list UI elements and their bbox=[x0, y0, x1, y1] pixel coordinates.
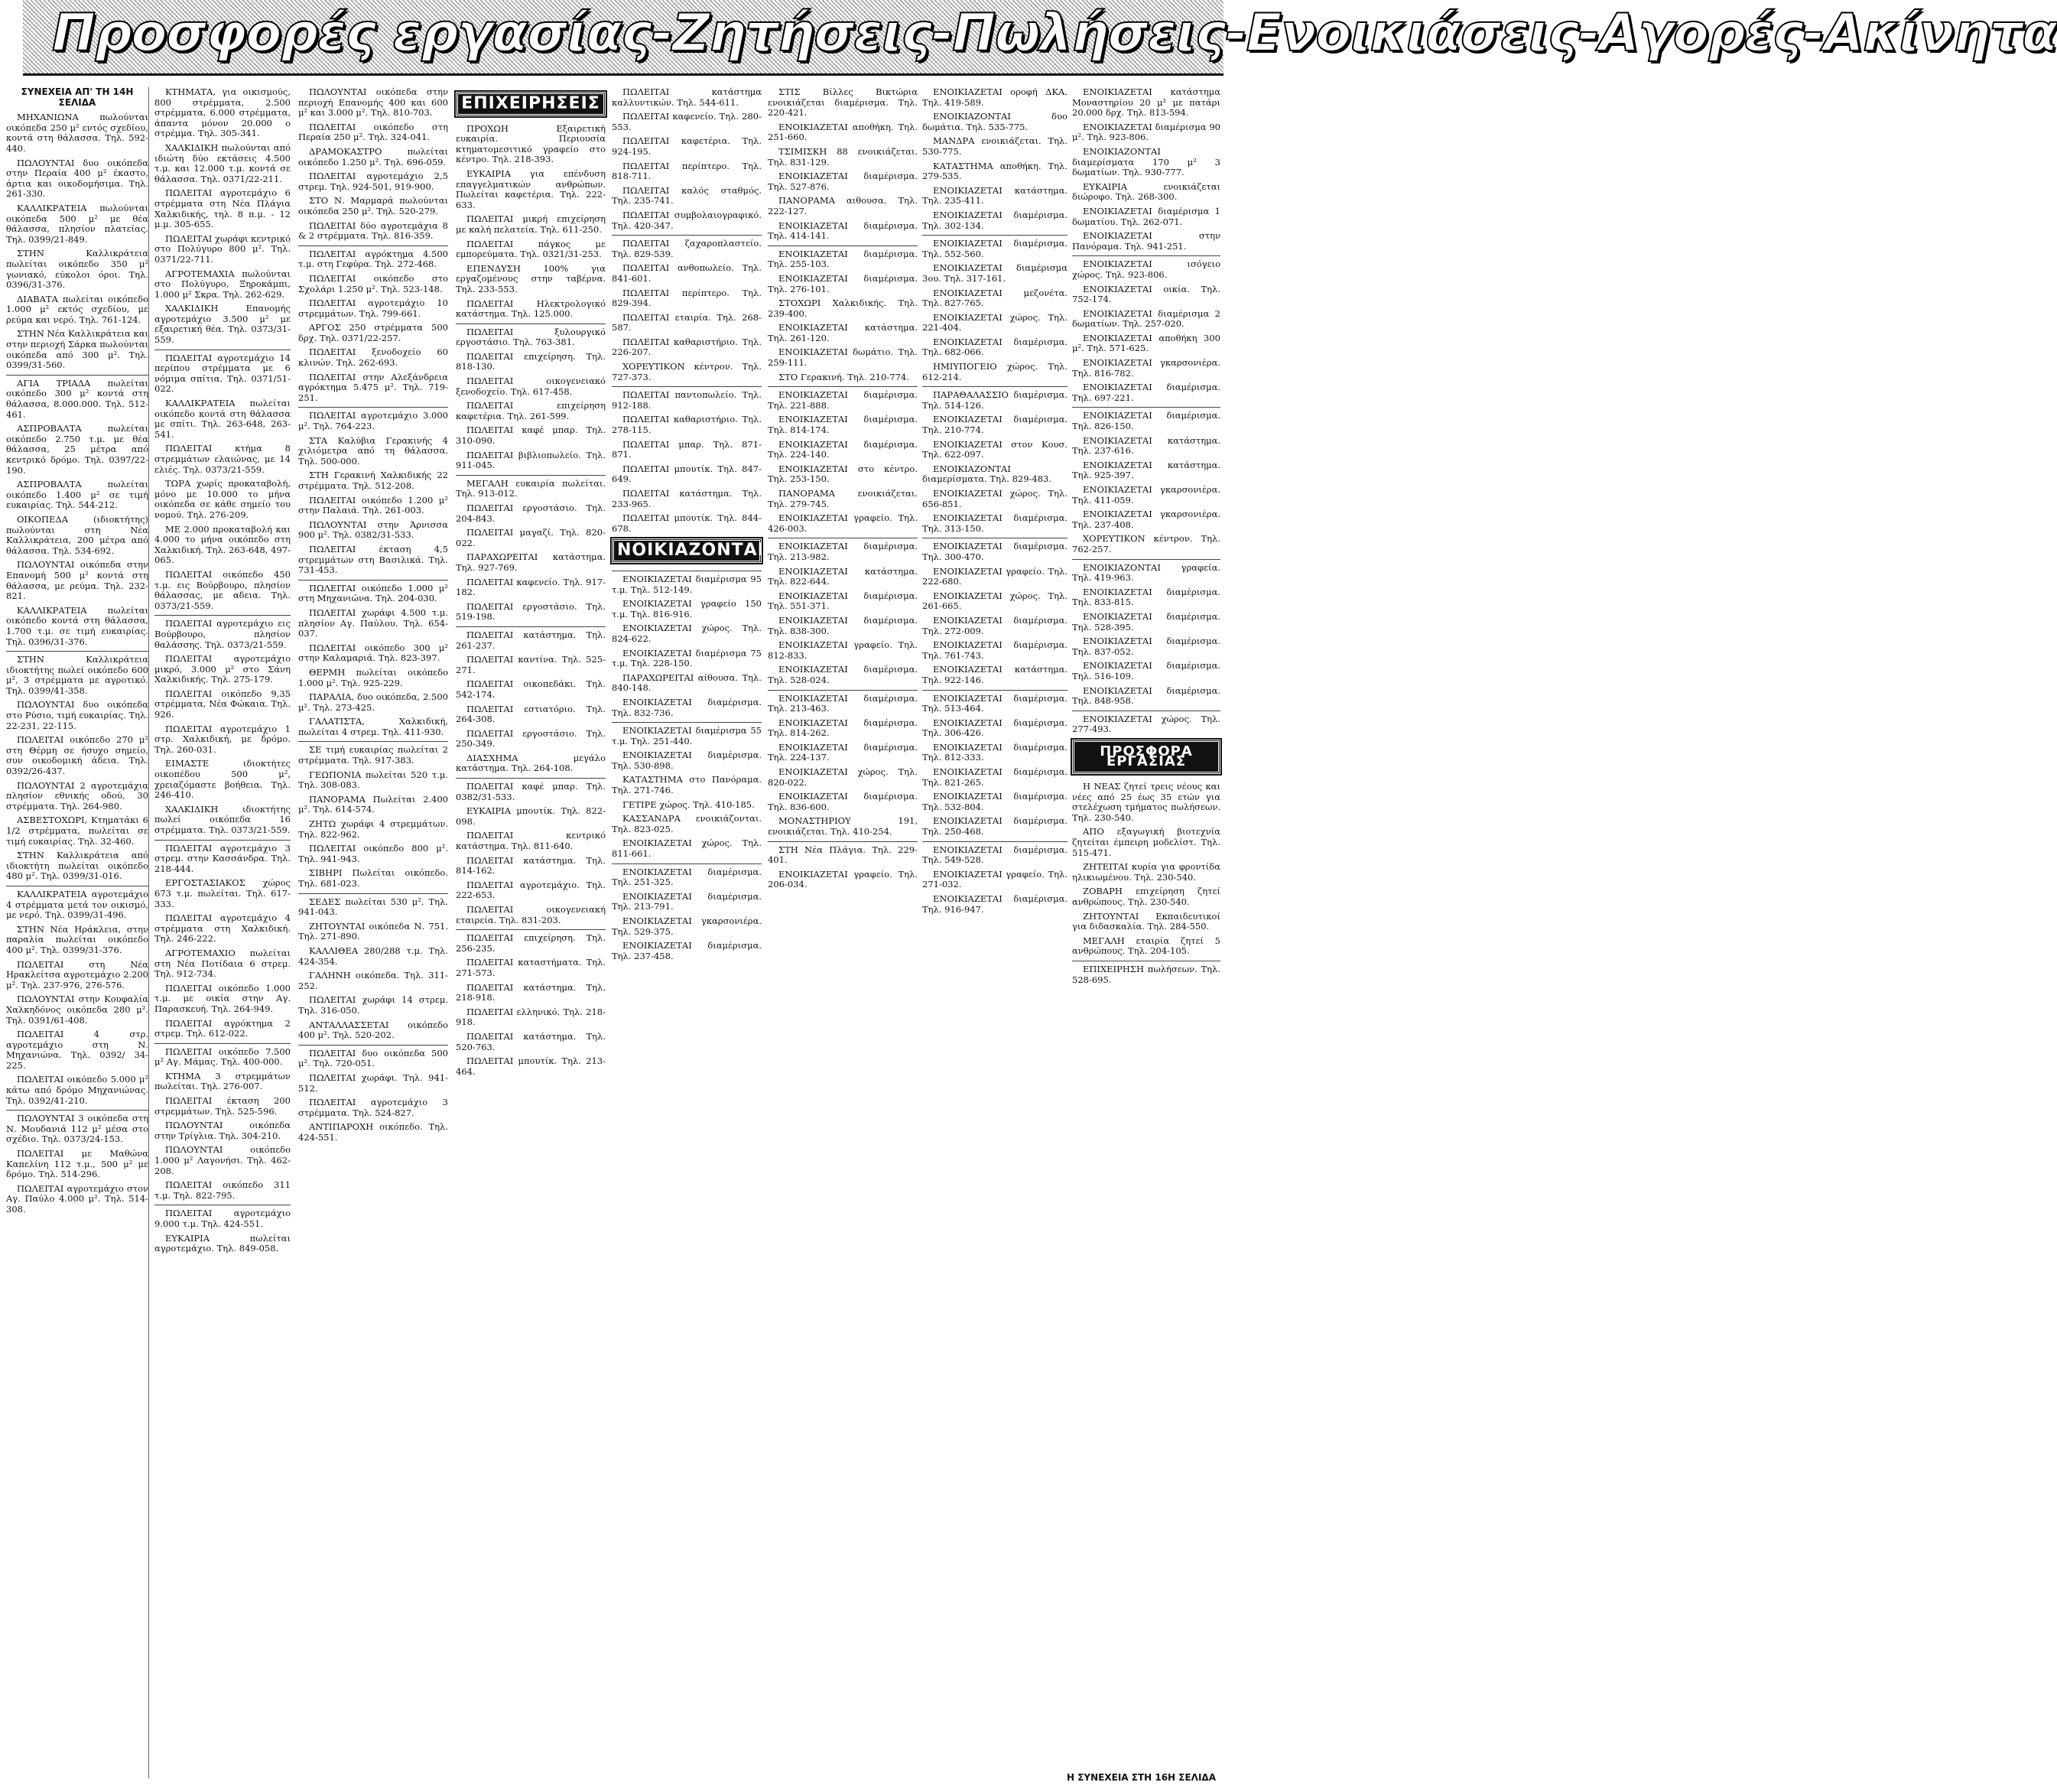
classified-ad: ΜΗΧΑΝΙΩΝΑ πωλούνται οικόπεδα 250 μ² εντός σχεδίου, κοντά στη θάλασσα. Τηλ. 592-440. bbox=[6, 112, 148, 154]
classified-ad: ΣΤΗΝ Καλλικράτεια από ιδιοκτήτη πωλείται οικόπεδο 480 μ². Τηλ. 0399/31-016. bbox=[6, 850, 148, 882]
classified-ad: ΕΝΟΙΚΙΑΖΕΤΑΙ διαμέρισμα. Τηλ. 833-815. bbox=[1072, 586, 1220, 608]
classified-ad: ΕΝΟΙΚΙΑΖΕΤΑΙ διαμέρισμα. Τηλ. 306-426. bbox=[922, 717, 1067, 739]
classified-ad: ΕΝΟΙΚΙΑΖΟΝΤΑΙ δυο δωμάτια. Τηλ. 535-775. bbox=[922, 111, 1067, 132]
classified-ad: ΕΝΟΙΚΙΑΖΕΤΑΙ διαμέρισμα. Τηλ. 414-141. bbox=[768, 220, 918, 242]
column-ads bbox=[298, 87, 448, 1143]
classified-ad: ΕΝΟΙΚΙΑΖΕΤΑΙ διαμέρισμα 2 δωματίων. Τηλ. 257-020. bbox=[1072, 307, 1220, 330]
classified-ad: ΕΝΟΙΚΙΑΖΕΤΑΙ διαμέρισμα. Τηλ. 551-371. bbox=[768, 590, 918, 612]
classified-ad: ΣΤΗ Γερακινή Χαλκιδικής 22 στρέμματα. Τηλ. 512-208. bbox=[298, 470, 448, 491]
classified-ad: ΠΩΛΕΙΤΑΙ οικόπεδο 9,35 στρέμματα, Νέα Φώκαια. Τηλ. 926. bbox=[154, 688, 291, 720]
classified-ad: ΕΝΟΙΚΙΑΖΕΤΑΙ δωμάτιο. Τηλ. 259-111. bbox=[768, 346, 918, 369]
classified-ad: ΣΤΟΧΩΡΙ Χαλκιδικής. Τηλ. 239-400. bbox=[768, 298, 918, 319]
classified-ad: ΕΝΟΙΚΙΑΖΕΤΑΙ διαμέρισμα. Τηλ. 272-009. bbox=[922, 614, 1067, 636]
classified-ad: ΕΝΟΙΚΙΑΖΟΝΤΑΙ διαμερίσματα 170 μ² 3 δωματίων. Τηλ. 930-777. bbox=[1072, 145, 1220, 178]
classified-ad: ΕΝΟΙΚΙΑΖΕΤΑΙ διαμέρισμα. Τηλ. 832-736. bbox=[612, 696, 762, 718]
classified-ad: ΠΩΛΕΙΤΑΙ αγροτεμάχιο 6 στρέμματα στη Νέα Πλάγια Χαλκιδικής, τηλ. 8 π.μ. - 12 μ.μ. 305-655. bbox=[154, 187, 291, 230]
classified-ad: ΠΩΛΕΙΤΑΙ 4 στρ. αγροτεμάχιο στη Ν. Μηχανιώνα. Τηλ. 0392/ 34-225. bbox=[6, 1029, 148, 1071]
classified-ad: ΠΩΛΕΙΤΑΙ αγροτεμάχιο εις Βούρβουρο, πλησίον θαλάσσης. Τηλ. 0373/21-559. bbox=[154, 615, 291, 650]
classified-ad: ΠΩΛΕΙΤΑΙ δύο αγροτεμάχια 8 & 2 στρέμματα. Τηλ. 816-359. bbox=[298, 220, 448, 242]
classified-ad: ΚΑΛΛΙΘΕΑ 280/288 τ.μ. Τηλ. 424-354. bbox=[298, 945, 448, 967]
classified-ad: ΠΩΛΕΙΤΑΙ εταιρία. Τηλ. 268-587. bbox=[612, 311, 762, 333]
classified-ad: ΜΕΓΑΛΗ ευκαιρία πωλείται. Τηλ. 913-012. bbox=[456, 475, 606, 499]
classified-ad: ΚΑΤΑΣΤΗΜΑ στο Πανόραμα. Τηλ. 271-746. bbox=[612, 774, 762, 796]
classified-ad: ΠΩΛΕΙΤΑΙ καφέ μπαρ. Τηλ. 310-090. bbox=[456, 424, 606, 447]
classified-ad: ΕΝΟΙΚΙΑΖΕΤΑΙ διαμέρισμα. Τηλ. 237-458. bbox=[612, 940, 762, 961]
classified-ad: ΧΟΡΕΥΤΙΚΟΝ κέντρον. Τηλ. 762-257. bbox=[1072, 533, 1220, 555]
classified-ad: ΧΑΛΚΙΔΙΚΗ πωλούνται από ιδιώτη δύο εκτάσεις 4.500 τ.μ. και 12.000 τ.μ. κοντά σε θάλασσα. Τηλ. 0371/22-211. bbox=[154, 141, 291, 184]
classified-ad: ΠΩΛΕΙΤΑΙ ζαχαροπλαστείο. Τηλ. 829-539. bbox=[612, 235, 762, 259]
classified-ad: ΠΩΛΕΙΤΑΙ ελληνικό. Τηλ. 218-918. bbox=[456, 1006, 606, 1028]
classified-ad: ΠΩΛΕΙΤΑΙ επιχείρηση. Τηλ. 818-130. bbox=[456, 350, 606, 372]
classified-ad: ΑΠΟ εξαγωγική βιοτεχνία ζητείται έμπειρη μοδελίστ. Τηλ. 515-471. bbox=[1072, 826, 1220, 858]
column-3 bbox=[298, 87, 448, 1778]
classified-ad: ΕΝΟΙΚΙΑΖΕΤΑΙ διαμέρισμα. Τηλ. 224-137. bbox=[768, 741, 918, 763]
classified-ad: ΠΩΛΕΙΤΑΙ οικοπεδάκι. Τηλ. 542-174. bbox=[456, 678, 606, 700]
classified-ad: ΠΩΛΟΥΝΤΑΙ οικόπεδο 1.000 μ² Λαγονήσι. Τηλ. 462-208. bbox=[154, 1144, 291, 1176]
classified-ad: ΕΝΟΙΚΙΑΖΕΤΑΙ χώρος. Τηλ. 277-493. bbox=[1072, 711, 1220, 735]
classified-ad: ΓΑΛΑΤΙΣΤΑ, Χαλκιδική, πωλείται 4 στρεμ. Τηλ. 411-930. bbox=[298, 716, 448, 737]
classified-ad: ΕΙΜΑΣΤΕ ιδιοκτήτες οικοπέδου 500 μ², χρειαζόμαστε βοήθεια. Τηλ. 246-410. bbox=[154, 758, 291, 801]
column-ads bbox=[922, 87, 1067, 915]
classified-ad: ΠΩΛΕΙΤΑΙ παντοπωλείο. Τηλ. 912-188. bbox=[612, 386, 762, 411]
classified-ad: ΖΗΤΟΥΝΤΑΙ Εκπαιδευτικοί για διδασκαλία. Τηλ. 284-550. bbox=[1072, 910, 1220, 932]
classified-ad: ΠΩΛΟΥΝΤΑΙ 3 οικόπεδα στη Ν. Μουδανιά 112 μ² μέσα στο σχέδιο. Τηλ. 0373/24-153. bbox=[6, 1110, 148, 1145]
classified-ad: ΕΝΟΙΚΙΑΖΕΤΑΙ διαμέρισμα 75 τ.μ. Τηλ. 228-150. bbox=[612, 647, 762, 669]
classified-ad: ΖΗΤΩ χωράφι 4 στρεμμάτων. Τηλ. 822-962. bbox=[298, 818, 448, 840]
classified-ad: ΠΩΛΕΙΤΑΙ κατάστημα. Τηλ. 814-162. bbox=[456, 854, 606, 876]
classified-ad: ΧΑΛΚΙΔΙΚΗ Επανομής αγροτεμάχιο 3.500 μ² με εξαιρετική θέα. Τηλ. 0373/31-559. bbox=[154, 303, 291, 346]
classified-ad: ΕΥΚΑΙΡΙΑ ενοικιάζεται διώροφο. Τηλ. 268-300. bbox=[1072, 181, 1220, 203]
column-6 bbox=[768, 87, 918, 1778]
classified-ad: ΕΝΟΙΚΙΑΖΕΤΑΙ διαμέρισμα. Τηλ. 761-743. bbox=[922, 639, 1067, 661]
classified-ad: ΓΑΛΗΝΗ οικόπεδα. Τηλ. 311-252. bbox=[298, 970, 448, 991]
classified-ad: ΕΝΟΙΚΙΑΖΕΤΑΙ διαμέρισμα. Τηλ. 224-140. bbox=[768, 438, 918, 460]
classified-ad: ΠΩΛΕΙΤΑΙ χωράφι κεντρικό στο Πολύγυρο 800 μ². Τηλ. 0371/22-711. bbox=[154, 233, 291, 265]
classified-ad: ΠΩΛΕΙΤΑΙ οικόπεδο 1.200 μ² στην Παλαιά. Τηλ. 261-003. bbox=[298, 494, 448, 516]
classified-ad: ΠΩΛΕΙΤΑΙ οικόπεδο 5.000 μ² κάτω από δρόμο Μηχανιώνας. Τηλ. 0392/41-210. bbox=[6, 1074, 148, 1106]
classified-ad: ΠΩΛΕΙΤΑΙ κτήμα 8 στρεμμάτων ελαιώνας, με 14 ελιές. Τηλ. 0373/21-559. bbox=[154, 443, 291, 475]
classified-ad: ΠΩΛΕΙΤΑΙ εργοστάσιο. Τηλ. 250-349. bbox=[456, 727, 606, 750]
classified-ad: ΟΙΚΟΠΕΔΑ (ιδιοκτήτης) πωλούνται στη Νέα Καλλικράτεια, 200 μέτρα από θάλασσα. Τηλ. 534-692. bbox=[6, 513, 148, 556]
classified-ad: ΕΝΟΙΚΙΑΖΕΤΑΙ γκαρσονιέρα. Τηλ. 237-408. bbox=[1072, 509, 1220, 530]
classified-ad: ΠΩΛΕΙΤΑΙ χωράφι. Τηλ. 941-512. bbox=[298, 1072, 448, 1094]
classified-ad: ΕΝΟΙΚΙΑΖΕΤΑΙ διαμέρισμα. Τηλ. 916-947. bbox=[922, 893, 1067, 915]
classified-ad: ΕΝΟΙΚΙΑΖΕΤΑΙ διαμέρισμα. Τηλ. 697-221. bbox=[1072, 382, 1220, 403]
classified-ad: ΕΝΟΙΚΙΑΖΕΤΑΙ χώρος. Τηλ. 221-404. bbox=[922, 311, 1067, 333]
classified-ad: ΕΝΟΙΚΙΑΖΕΤΑΙ διαμέρισμα. Τηλ. 516-109. bbox=[1072, 660, 1220, 681]
classified-ad: ΣΤΟ Ν. Μαρμαρά πωλούνται οικόπεδα 250 μ². Τηλ. 520-279. bbox=[298, 195, 448, 216]
classified-ad: ΠΩΛΕΙΤΑΙ μπουτίκ. Τηλ. 844-678. bbox=[612, 512, 762, 534]
classified-ad: ΣΤΗΝ Νέα Καλλικράτεια και στην περιοχή Σάρκα πωλούνται οικόπεδα από 300 μ². Τηλ. 0399/31-560. bbox=[6, 328, 149, 371]
classified-ad: ΔΙΑΒΑΤΑ πωλείται οικόπεδο 1.000 μ² εκτός σχεδίου, με ρεύμα και νερό. Τηλ. 761-124. bbox=[6, 293, 148, 325]
classified-ad: ΑΓΡΟΤΕΜΑΧΙΑ πωλούνται στο Πολύγυρο, Ξηροκάμπι, 1.000 μ² Σκρα. Τηλ. 262-629. bbox=[154, 268, 291, 300]
classified-ad: ΔΙΑΣΧΗΜΑ μεγάλο κατάστημα. Τηλ. 264-108. bbox=[456, 752, 606, 774]
classified-ad: ΤΩΡΑ χωρίς προκαταβολή, μόνο με 10.000 το μήνα οικόπεδα σε κάθε σημείο του νομού. Τηλ. 276-209. bbox=[154, 478, 291, 520]
classified-ad: ΠΩΛΕΙΤΑΙ αγρόκτημα 2 στρεμ. Τηλ. 612-022. bbox=[154, 1017, 291, 1039]
classified-ad: ΕΝΟΙΚΙΑΖΕΤΑΙ διαμέρισμα. Τηλ. 250-468. bbox=[922, 815, 1067, 837]
classified-ad: ΠΩΛΕΙΤΑΙ κεντρικό κατάστημα. Τηλ. 811-640. bbox=[456, 830, 606, 852]
classified-ad: ΚΑΛΛΙΚΡΑΤΕΙΑ πωλούνται οικόπεδα 500 μ² με θέα θάλασσα, πλησίον πλατείας. Τηλ. 0399/21-849. bbox=[6, 202, 148, 245]
classified-ad: ΕΝΟΙΚΙΑΖΕΤΑΙ διαμέρισμα. Τηλ. 528-024. bbox=[768, 664, 918, 685]
classified-ad: ΠΩΛΕΙΤΑΙ οικόπεδο 1.000 τ.μ. με οικία στην Αγ. Παρασκευή. Τηλ. 264-949. bbox=[154, 982, 291, 1014]
classified-ad: ΕΝΟΙΚΙΑΖΕΤΑΙ κατάστημα. Τηλ. 822-644. bbox=[768, 565, 918, 587]
classified-ad: ΜΕΓΑΛΗ εταιρία ζητεί 5 ανθρώπους. Τηλ. 204-105. bbox=[1072, 935, 1220, 957]
classified-ad: ΠΩΛΕΙΤΑΙ οικόπεδο στη Περαία 250 μ². Τηλ. 324-041. bbox=[298, 121, 448, 143]
classified-ad: ΣΤΗΝ Νέα Ηράκλεια, στην παραλία πωλείται οικόπεδο 400 μ². Τηλ. 0399/31-376. bbox=[6, 923, 148, 955]
classified-ad: ΕΝΟΙΚΙΑΖΕΤΑΙ γραφείο. Τηλ. 812-833. bbox=[768, 639, 918, 661]
classified-ad: ΠΡΟΧΩΗ Εξαιρετική ευκαιρία. Περιουσία κτηματομεσιτικό γραφείο στο κέντρο. Τηλ. 218-393. bbox=[456, 122, 606, 165]
classified-ad: ΕΡΓΟΣΤΑΣΙΑΚΟΣ χώρος 673 τ.μ. πωλείται. Τηλ. 617-333. bbox=[154, 877, 291, 909]
classified-ad: ΚΑΣΣΑΝΔΡΑ ενοικιάζονται. Τηλ. 823-025. bbox=[612, 813, 762, 834]
classified-ad: ΠΩΛΕΙΤΑΙ οικόπεδο 7.500 μ² Αγ. Μάμας. Τηλ. 400-000. bbox=[154, 1043, 291, 1068]
column-ads bbox=[6, 112, 148, 1215]
classified-ad: ΘΕΡΜΗ πωλείται οικόπεδο 1.000 μ². Τηλ. 925-229. bbox=[298, 666, 448, 688]
classified-ad: ΠΩΛΕΙΤΑΙ καθαριστήριο. Τηλ. 226-207. bbox=[612, 336, 762, 358]
classified-ad: ΠΩΛΕΙΤΑΙ αγροτεμάχιο 14 περίπου στρέμματα με 6 νόμιμα σπίτια. Τηλ. 0371/51-022. bbox=[154, 350, 291, 395]
classified-ad: ΣΤΗ Νέα Πλάγια. Τηλ. 229-401. bbox=[768, 841, 918, 866]
classified-ad: ΠΩΛΟΥΝΤΑΙ δυο οικόπεδα στην Περαία 400 μ² έκαστο, άρτια και οικοδομήσιμα. Τηλ. 261-330. bbox=[6, 157, 148, 200]
classified-ad: ΠΩΛΕΙΤΑΙ καφέ μπαρ. Τηλ. 0382/31-533. bbox=[456, 778, 606, 802]
classified-ad: ΠΩΛΕΙΤΑΙ έκταση 200 στρεμμάτων. Τηλ. 525-596. bbox=[154, 1095, 291, 1117]
classified-ad: ΣΕ τιμή ευκαιρίας πωλείται 2 στρέμματα. Τηλ. 917-383. bbox=[298, 741, 448, 766]
classified-ad: ΣΤΟ Γερακινή. Τηλ. 210-774. bbox=[778, 371, 909, 382]
classified-ad: ΕΝΟΙΚΙΑΖΕΤΑΙ γκαρσονιέρα. Τηλ. 529-375. bbox=[612, 916, 762, 937]
classified-ad: ΕΝΟΙΚΙΑΖΕΤΑΙ στον Κουσ. Τηλ. 622-097. bbox=[922, 438, 1067, 460]
classified-ad: ΕΝΟΙΚΙΑΖΕΤΑΙ διαμέρισμα. Τηλ. 513-464. bbox=[922, 690, 1067, 714]
classified-ad: ΚΑΛΛΙΚΡΑΤΕΙΑ πωλείται οικόπεδο κοντά στη θάλασσα, 1.700 τ.μ. σε τιμή ευκαιρίας. Τηλ. 0396/31-376. bbox=[6, 604, 148, 647]
column-4 bbox=[456, 87, 606, 1778]
column-2 bbox=[154, 87, 291, 1778]
classified-ad: ΕΝΟΙΚΙΑΖΕΤΑΙ οροφή ΔΚΑ. Τηλ. 419-589. bbox=[922, 86, 1067, 108]
classified-ad: ΕΝΟΙΚΙΑΖΕΤΑΙ διαμέρισμα. Τηλ. 814-174. bbox=[768, 414, 918, 436]
classified-ad: ΕΝΟΙΚΙΑΖΕΤΑΙ κατάστημα Μοναστηρίου 20 μ² με πατάρι 20.000 δρχ. Τηλ. 813-594. bbox=[1072, 86, 1220, 119]
classified-ad: ΕΝΟΙΚΙΑΖΕΤΑΙ διαμέρισμα. Τηλ. 528-395. bbox=[1072, 610, 1220, 633]
classified-ad: ΕΝΟΙΚΙΑΖΕΤΑΙ διαμέρισμα. Τηλ. 213-982. bbox=[768, 538, 918, 562]
classified-ad: ΠΩΛΕΙΤΑΙ κατάστημα καλλυντικών. Τηλ. 544-611. bbox=[612, 86, 762, 108]
classified-ad: ΕΝΟΙΚΙΑΖΕΤΑΙ κατάστημα. Τηλ. 235-411. bbox=[922, 184, 1067, 207]
classified-ad: ΠΑΝΟΡΑΜΑ ενοικιάζεται. Τηλ. 279-745. bbox=[768, 488, 918, 509]
classified-ad: ΓΕΤΙΡΕ χώρος. Τηλ. 410-185. bbox=[622, 798, 755, 810]
classified-ad: ΠΩΛΕΙΤΑΙ καφενείο. Τηλ. 917-182. bbox=[456, 576, 606, 598]
classified-ad: ΜΕ 2.000 προκαταβολή και 4.000 το μήνα οικόπεδο στη Χαλκιδική. Τηλ. 263-648, 497-065. bbox=[154, 523, 291, 566]
classified-ad: ΕΠΙΧΕΙΡΗΣΗ πωλήσεων. Τηλ. 528-695. bbox=[1072, 961, 1220, 985]
classified-ad: ΕΥΚΑΙΡΙΑ μπουτίκ. Τηλ. 822-098. bbox=[456, 805, 606, 827]
classified-ad: ΠΩΛΕΙΤΑΙ μπαρ. Τηλ. 871-871. bbox=[612, 438, 762, 460]
classified-ad: ΠΩΛΕΙΤΑΙ οικόπεδο 270 μ² στη Θέρμη σε ήσυχο σημείο, συν οικοδομική άδεια. Τηλ. 0392/26-437. bbox=[6, 734, 148, 777]
classified-ad: ΚΤΗΜΑΤΑ, για οικισμούς, 800 στρέμματα, 2.500 στρέμματα, 6.000 στρέμματα, άπαντα μόνον 20.000 ο στρέμμα. Τηλ. 305-341. bbox=[154, 86, 291, 139]
classified-ad: ΠΩΛΕΙΤΑΙ μικρή επιχείρηση με καλή πελατεία. Τηλ. 611-250. bbox=[456, 213, 606, 235]
classified-ad: Η ΝΕΑΣ ζητεί τρεις νέους και νέες από 25 έως 35 ετών για στελέχωση τμήματος πωλήσεων. Τηλ. 230-540. bbox=[1072, 781, 1220, 823]
column-ads bbox=[768, 87, 918, 890]
classified-ad: ΕΝΟΙΚΙΑΖΕΤΑΙ γραφείο 150 τ.μ. Τηλ. 816-916. bbox=[612, 598, 762, 620]
classified-ad: ΠΩΛΕΙΤΑΙ αγροτεμάχιο 2,5 στρεμ. Τηλ. 924-501, 919-900. bbox=[298, 171, 448, 192]
classified-ad: ΠΩΛΕΙΤΑΙ περίπτερο. Τηλ. 829-394. bbox=[612, 287, 762, 309]
classified-ad: ΠΑΡΑΘΑΛΑΣΣΙΟ διαμέρισμα. Τηλ. 514-126. bbox=[922, 386, 1067, 411]
classified-ad: ΠΩΛΕΙΤΑΙ μπουτίκ. Τηλ. 847-649. bbox=[612, 463, 762, 485]
classified-ad: ΠΩΛΕΙΤΑΙ κατάστημα. Τηλ. 520-763. bbox=[456, 1030, 606, 1052]
classified-ad: ΕΝΟΙΚΙΑΖΕΤΑΙ ισόγειο χώρος. Τηλ. 923-806. bbox=[1072, 255, 1220, 280]
classified-ad: ΠΩΛΕΙΤΑΙ επιχείρηση. Τηλ. 256-235. bbox=[456, 929, 606, 954]
classified-ad: ΕΝΟΙΚΙΑΖΕΤΑΙ διαμέρισμα. Τηλ. 836-600. bbox=[768, 791, 918, 812]
classified-ad: ΕΝΟΙΚΙΑΖΕΤΑΙ διαμέρισμα 55 τ.μ. Τηλ. 251-440. bbox=[612, 722, 762, 746]
classified-ad: ΣΙΒΗΡΙ Πωλείται οικόπεδο. Τηλ. 681-023. bbox=[298, 867, 448, 889]
page-banner bbox=[23, 0, 2057, 76]
classified-ad: ΕΠΕΝΔΥΣΗ 100% για εργαζομένους στην ταβέρνα. Τηλ. 233-553. bbox=[456, 262, 606, 294]
classified-ad: ΕΝΟΙΚΙΑΖΕΤΑΙ διαμέρισμα. Τηλ. 221-888. bbox=[768, 386, 918, 411]
classified-ad: ΠΩΛΕΙΤΑΙ εργοστάσιο. Τηλ. 204-843. bbox=[456, 502, 606, 524]
classified-ad: ΖΟΒΑΡΗ επιχείρηση ζητεί ανθρώπους. Τηλ. 230-540. bbox=[1072, 886, 1220, 907]
classified-ad: ΣΤΗΝ Καλλικράτεια πωλείται οικόπεδο 350 μ² γωνιακό, εύκολοι όροι. Τηλ. 0396/31-376. bbox=[6, 248, 148, 291]
classified-ad: ΕΝΟΙΚΙΑΖΕΤΑΙ γραφείο. Τηλ. 206-034. bbox=[768, 868, 918, 890]
classified-ad: ΑΝΤΙΠΑΡΟΧΗ οικόπεδο. Τηλ. 424-551. bbox=[298, 1121, 448, 1143]
classified-ad: ΠΩΛΕΙΤΑΙ περίπτερο. Τηλ. 818-711. bbox=[612, 160, 762, 182]
classified-ad: ΕΝΟΙΚΙΑΖΕΤΑΙ χώρος. Τηλ. 811-661. bbox=[612, 837, 762, 860]
classified-ad: ΠΩΛΕΙΤΑΙ αγροτεμάχιο 3.000 μ². Τηλ. 764-223. bbox=[298, 407, 448, 431]
classified-ad: ΕΝΟΙΚΙΑΖΕΤΑΙ διαμέρισμα. Τηλ. 255-103. bbox=[768, 246, 918, 270]
classified-ad: ΕΝΟΙΚΙΑΖΟΝΤΑΙ γραφεία. Τηλ. 419-963. bbox=[1072, 559, 1220, 584]
classified-ad: ΑΡΓΟΣ 250 στρέμματα 500 δρχ. Τηλ. 0371/22-257. bbox=[298, 322, 448, 343]
classified-ad: ΠΑΡΑΛΙΑ, δυο οικόπεδα, 2.500 μ². Τηλ. 273-425. bbox=[298, 691, 448, 713]
classified-ad: ΠΑΝΟΡΑΜΑ αιθουσα. Τηλ. 222-127. bbox=[768, 195, 918, 216]
classified-ad: ΕΝΟΙΚΙΑΖΕΤΑΙ διαμέρισμα 1 δωματίου. Τηλ. 262-071. bbox=[1072, 205, 1220, 227]
classified-ad: ΠΩΛΕΙΤΑΙ κατάστημα. Τηλ. 233-965. bbox=[612, 488, 762, 509]
classified-ad: ΕΝΟΙΚΙΑΖΕΤΑΙ αποθήκη 300 μ². Τηλ. 571-625. bbox=[1072, 332, 1220, 354]
section-header-business: ΕΠΙΧΕΙΡΗΣΕΙΣ bbox=[456, 92, 606, 116]
classified-ad: ΜΑΝΔΡΑ ενοικιάζεται. Τηλ. 530-775. bbox=[922, 135, 1067, 157]
classified-ad: ΕΝΟΙΚΙΑΖΕΤΑΙ γραφείο. Τηλ. 426-003. bbox=[768, 512, 918, 534]
classified-ad: ΕΝΟΙΚΙΑΖΕΤΑΙ στο κέντρο. Τηλ. 253-150. bbox=[768, 463, 918, 485]
classified-ad: ΠΩΛΕΙΤΑΙ με Μαθώνα Καπελίνη 112 τ.μ., 500 μ² με δρόμο. Τηλ. 514-296. bbox=[6, 1148, 148, 1180]
classified-ad: ΠΩΛΕΙΤΑΙ συμβολαιογραφικό. Τηλ. 420-347. bbox=[612, 209, 762, 231]
classified-ad: ΕΝΟΙΚΙΑΖΕΤΑΙ διαμέρισμα. Τηλ. 838-300. bbox=[768, 614, 918, 636]
classified-ad: ΠΩΛΕΙΤΑΙ οικογενειακό ξενοδοχείο. Τηλ. 617-458. bbox=[456, 376, 606, 397]
classified-ad: ΕΝΟΙΚΙΑΖΕΤΑΙ κατάστημα. Τηλ. 922-146. bbox=[922, 664, 1067, 685]
classified-ad: ΠΩΛΕΙΤΑΙ κατάστημα. Τηλ. 218-918. bbox=[456, 981, 606, 1003]
classified-ad: ΠΑΡΑΧΩΡΕΙΤΑΙ αίθουσα. Τηλ. 840-148. bbox=[612, 672, 762, 694]
classified-ad: ΕΝΟΙΚΙΑΖΕΤΑΙ διαμέρισμα. Τηλ. 530-898. bbox=[612, 750, 762, 771]
column-ads bbox=[1072, 87, 1220, 735]
classified-ad: ΕΝΟΙΚΙΑΖΕΤΑΙ διαμέρισμα. Τηλ. 251-325. bbox=[612, 863, 762, 888]
classified-ad: ΠΩΛΕΙΤΑΙ στην Αλεξάνδρεια αγρόκτημα 5.475 μ². Τηλ. 719-251. bbox=[298, 371, 448, 403]
classified-ad: ΠΑΝΟΡΑΜΑ Πωλείται 2.400 μ². Τηλ. 614-574. bbox=[298, 793, 448, 815]
classified-ad: ΠΩΛΕΙΤΑΙ επιχείρηση καφετέρια. Τηλ. 261-599. bbox=[456, 400, 606, 421]
classified-ad: ΕΝΟΙΚΙΑΖΕΤΑΙ γραφείο. Τηλ. 222-680. bbox=[922, 565, 1067, 587]
classified-ad: ΕΝΟΙΚΙΑΖΕΤΑΙ γκαρσονιέρα. Τηλ. 411-059. bbox=[1072, 484, 1220, 506]
classified-ad: ΠΩΛΕΙΤΑΙ ξυλουργικό εργοστάσιο. Τηλ. 763-381. bbox=[456, 324, 606, 348]
classified-ad: ΠΩΛΟΥΝΤΑΙ οικόπεδα στην περιοχή Επανομής 400 και 600 μ² και 3.000 μ². Τηλ. 810-703. bbox=[298, 86, 448, 119]
classified-ad: ΔΡΑΜΟΚΑΣΤΡΟ πωλείται οικόπεδο 1.250 μ². Τηλ. 696-059. bbox=[298, 145, 448, 167]
classified-ad: ΧΑΛΚΙΔΙΚΗ ιδιοκτήτης πωλεί οικόπεδα 16 στρέμματα. Τηλ. 0373/21-559. bbox=[154, 803, 291, 835]
classified-ad: ΠΩΛΕΙΤΑΙ καφενείο. Τηλ. 280-553. bbox=[612, 111, 762, 132]
classified-ad: ΠΩΛΕΙΤΑΙ μαγαζί. Τηλ. 820-022. bbox=[456, 527, 606, 548]
classified-ad: ΠΩΛΕΙΤΑΙ έκταση 4,5 στρεμμάτων στη Βασιλικά. Τηλ. 731-453. bbox=[298, 543, 448, 576]
column-7 bbox=[922, 87, 1067, 1778]
classified-ad: ΣΤΑ Καλύβια Γερακινής 4 χιλιόμετρα από τη θάλασσα. Τηλ. 500-000. bbox=[298, 434, 448, 467]
classified-ad: ΕΝΟΙΚΙΑΖΕΤΑΙ διαμέρισμα. Τηλ. 276-101. bbox=[768, 272, 918, 294]
classified-ad: ΠΩΛΕΙΤΑΙ καταστήματα. Τηλ. 271-573. bbox=[456, 957, 606, 978]
column-job-ads bbox=[1072, 782, 1220, 985]
classified-ad: ΠΩΛΟΥΝΤΑΙ στην Άρνισσα 900 μ². Τηλ. 0382/31-533. bbox=[298, 519, 448, 541]
section-header-rentals: ΝΟΙΚΙΑΖΟΝΤΑΙ bbox=[612, 538, 762, 563]
classified-ad: ΠΩΛΕΙΤΑΙ πάγκος με εμπορεύματα. Τηλ. 0321/31-253. bbox=[456, 238, 606, 260]
classified-ad: ΠΩΛΕΙΤΑΙ κατάστημα. Τηλ. 261-237. bbox=[456, 626, 606, 651]
classified-ad: ΠΩΛΕΙΤΑΙ χωράφι 14 στρεμ. Τηλ. 316-050. bbox=[298, 994, 448, 1016]
classified-ad: ΕΥΚΑΙΡΙΑ πωλείται αγροτεμάχιο. Τηλ. 849-058. bbox=[154, 1232, 291, 1254]
classified-ad: ΠΩΛΕΙΤΑΙ ανθοπωλείο. Τηλ. 841-601. bbox=[612, 262, 762, 284]
classified-ad: ΕΝΟΙΚΙΑΖΕΤΑΙ γραφείο. Τηλ. 271-032. bbox=[922, 868, 1067, 890]
classified-ad: ΕΝΟΙΚΙΑΖΕΤΑΙ διαμέρισμα 95 τ.μ. Τηλ. 512-149. bbox=[612, 571, 762, 595]
classified-ad: ΕΝΟΙΚΙΑΖΕΤΑΙ χώρος. Τηλ. 656-851. bbox=[922, 488, 1067, 509]
classified-ad: ΕΝΟΙΚΙΑΖΕΤΑΙ διαμέρισμα. Τηλ. 848-958. bbox=[1072, 685, 1220, 707]
classified-ad: ΠΩΛΕΙΤΑΙ εργοστάσιο. Τηλ. 519-198. bbox=[456, 600, 606, 623]
classified-ad: ΣΕΔΕΣ πωλείται 530 μ². Τηλ. 941-043. bbox=[298, 893, 448, 918]
classified-ad: ΕΝΟΙΚΙΑΖΕΤΑΙ μεζονέτα. Τηλ. 827-765. bbox=[922, 287, 1067, 309]
classified-ad: ΓΕΩΠΟΝΙΑ πωλείται 520 τ.μ. Τηλ. 308-083. bbox=[298, 769, 448, 791]
classified-ad: ΚΑΛΛΙΚΡΑΤΕΙΑ πωλείται οικόπεδο κοντά στη θάλασσα με σπίτι. Τηλ. 263-648, 263-541. bbox=[154, 398, 291, 440]
classified-ad: ΠΩΛΕΙΤΑΙ οικόπεδο 800 μ². Τηλ. 941-943. bbox=[298, 843, 448, 864]
classified-ad: ΠΩΛΕΙΤΑΙ αγροτεμάχιο μικρό, 3.000 μ² στο Σάνη Χαλκιδικής. Τηλ. 275-179. bbox=[154, 653, 291, 685]
classified-ad: ΑΣΒΕΣΤΟΧΩΡΙ, Κτηματάκι 6 1/2 στρέμματα, πωλείται σε τιμή ευκαιρίας. Τηλ. 32-460. bbox=[6, 815, 148, 847]
classified-ad: ΕΝΟΙΚΙΑΖΕΤΑΙ διαμέρισμα. Τηλ. 549-528. bbox=[922, 841, 1067, 866]
classified-ad: ΕΝΟΙΚΙΑΖΕΤΑΙ διαμέρισμα. Τηλ. 527-876. bbox=[768, 171, 918, 192]
classified-ad: ΠΩΛΕΙΤΑΙ αγροτεμάχιο στον Αγ. Παύλο 4.000 μ². Τηλ. 514-308. bbox=[6, 1182, 148, 1215]
classified-ad: ΚΑΤΑΣΤΗΜΑ αποθήκη. Τηλ. 279-535. bbox=[922, 160, 1067, 182]
classified-ad: ΕΝΟΙΚΙΑΖΕΤΑΙ διαμέρισμα. Τηλ. 213-463. bbox=[768, 690, 918, 714]
classified-ad: ΠΩΛΕΙΤΑΙ οικόπεδο 311 τ.μ. Τηλ. 822-795. bbox=[154, 1179, 291, 1201]
classified-ad: ΠΩΛΕΙΤΑΙ οικογενειακή εταιρεία. Τηλ. 831-203. bbox=[456, 904, 606, 925]
classified-ad: ΕΝΟΙΚΙΑΖΕΤΑΙ διαμέρισμα. Τηλ. 821-265. bbox=[922, 766, 1067, 788]
classified-ad: ΠΩΛΕΙΤΑΙ αγροτεμάχιο 1 στρ. Χαλκιδική, με δρόμο. Τηλ. 260-031. bbox=[154, 723, 291, 755]
classified-ad: ΕΝΟΙΚΙΑΖΕΤΑΙ στην Πανόραμα. Τηλ. 941-251. bbox=[1072, 230, 1220, 252]
classified-ad: ΠΩΛΟΥΝΤΑΙ στην Κουφαλία Χαλκηδόνος οικόπεδα 280 μ². Τηλ. 0391/61-408. bbox=[6, 994, 148, 1026]
classified-ad: ΚΑΛΛΙΚΡΑΤΕΙΑ αγροτεμάχιο 4 στρέμματα μετά τον οικισμό, με νερό. Τηλ. 0399/31-496. bbox=[6, 886, 148, 921]
classified-ad: ΕΝΟΙΚΙΑΖΕΤΑΙ διαμέρισμα. Τηλ. 302-134. bbox=[922, 209, 1067, 231]
classified-ad: ΕΝΟΙΚΙΑΖΕΤΑΙ οικία. Τηλ. 752-174. bbox=[1072, 283, 1220, 305]
classified-ad: ΠΩΛΕΙΤΑΙ οικόπεδο 300 μ² στην Καλαμαριά. Τηλ. 823-397. bbox=[298, 642, 448, 664]
classified-ad: ΠΩΛΟΥΝΤΑΙ οικόπεδα στην Τρίγλια. Τηλ. 304-210. bbox=[154, 1120, 291, 1141]
classified-ad: ΕΝΟΙΚΙΑΖΕΤΑΙ κατάστημα. Τηλ. 925-397. bbox=[1072, 459, 1220, 481]
classified-ad: ΕΝΟΙΚΙΑΖΕΤΑΙ διαμέρισμα. Τηλ. 213-791. bbox=[612, 890, 762, 912]
classified-ad: ΠΩΛΕΙΤΑΙ στη Νέα Ηρακλείτσα αγροτεμάχιο 2.200 μ². Τηλ. 237-976, 276-576. bbox=[6, 958, 148, 990]
continuation-header: ΣΥΝΕΧΕΙΑ ΑΠ' ΤΗ 14Η ΣΕΛΙΔΑ bbox=[21, 86, 134, 108]
section-header-job-offer: ΠΡΟΣΦΟΡΑ ΕΡΓΑΣΙΑΣ bbox=[1072, 740, 1220, 774]
classified-ad: ΠΩΛΕΙΤΑΙ καθαριστήριο. Τηλ. 278-115. bbox=[612, 414, 762, 436]
classified-ad: ΠΩΛΟΥΝΤΑΙ δυο οικόπεδα στο Ρύσιο, τιμή ευκαιρίας. Τηλ. 22-231, 22-115. bbox=[6, 699, 148, 731]
classified-ad: ΕΝΟΙΚΙΑΖΕΤΑΙ κατάστημα. Τηλ. 237-616. bbox=[1072, 434, 1220, 457]
classified-ad: ΠΩΛΕΙΤΑΙ μπουτίκ. Τηλ. 213-464. bbox=[456, 1055, 606, 1077]
banner-title: Προσφορές εργασίας-Ζητήσεις-Πωλήσεις-Ενοικιάσεις-Αγορές-Ακίνητα bbox=[52, 3, 2057, 63]
classified-ad: ΣΤΙΣ Βίλλες Βικτώρια ενοικιάζεται διαμέρισμα. Τηλ. 220-421. bbox=[768, 86, 918, 119]
classified-ad: ΠΩΛΕΙΤΑΙ οικόπεδο 450 τ.μ. εις Βούρβουρο, πλησίον θάλασσας, με αδεια. Τηλ. 0373/21-559. bbox=[154, 568, 291, 611]
classified-ad: ΕΝΟΙΚΙΑΖΕΤΑΙ διαμέρισμα. Τηλ. 814-262. bbox=[768, 717, 918, 739]
classified-ad: ΕΝΟΙΚΙΑΖΕΤΑΙ γκαρσονιέρα. Τηλ. 816-782. bbox=[1072, 357, 1220, 379]
classified-ad: ΠΩΛΕΙΤΑΙ αγροτεμάχιο 10 στρεμμάτων. Τηλ. 799-661. bbox=[298, 298, 448, 319]
classified-ad: ΕΝΟΙΚΙΑΖΕΤΑΙ διαμέρισμα. Τηλ. 552-560. bbox=[922, 235, 1067, 259]
classified-ad: ΠΩΛΕΙΤΑΙ καντίνα. Τηλ. 525-271. bbox=[456, 654, 606, 675]
classified-ad: ΠΩΛΕΙΤΑΙ βιβλιοπωλείο. Τηλ. 911-045. bbox=[456, 449, 606, 471]
classified-ad: ΗΜΙΥΠΟΓΕΙΟ χώρος. Τηλ. 612-214. bbox=[922, 361, 1067, 382]
classified-ad: ΕΝΟΙΚΙΑΖΕΤΑΙ διαμέρισμα. Τηλ. 682-066. bbox=[922, 336, 1067, 358]
column-ads bbox=[154, 87, 291, 1254]
classified-ad: ΕΝΟΙΚΙΑΖΟΝΤΑΙ διαμερίσματα. Τηλ. 829-483. bbox=[922, 463, 1052, 485]
classified-ad: ΠΑΡΑΧΩΡΕΙΤΑΙ κατάστημα. Τηλ. 927-769. bbox=[456, 551, 606, 573]
classified-ad: ΠΩΛΕΙΤΑΙ αγροτεμάχιο 3 στρέμματα. Τηλ. 524-827. bbox=[298, 1097, 448, 1118]
classified-ad: ΕΝΟΙΚΙΑΖΕΤΑΙ διαμέρισμα. Τηλ. 300-470. bbox=[922, 538, 1067, 562]
classified-ad: ΠΩΛΕΙΤΑΙ καφετέρια. Τηλ. 924-195. bbox=[612, 135, 762, 157]
classified-ad: ΠΩΛΕΙΤΑΙ εστιατόριο. Τηλ. 264-308. bbox=[456, 703, 606, 725]
classified-ad: ΑΓΡΟΤΕΜΑΧΙΟ πωλείται στη Νέα Ποτίδαια 6 στρεμ. Τηλ. 912-734. bbox=[154, 947, 291, 980]
classified-ad: ΠΩΛΕΙΤΑΙ αγροτεμάχιο 9.000 τ.μ. Τηλ. 424-551. bbox=[154, 1205, 291, 1229]
classified-ad: ΕΝΟΙΚΙΑΖΕΤΑΙ διαμέρισμα. Τηλ. 826-150. bbox=[1072, 407, 1220, 431]
classified-ad: ΠΩΛΕΙΤΑΙ οικόπεδο 1.000 μ² στη Μηχανιώνα. Τηλ. 204-030. bbox=[298, 580, 448, 604]
classified-ad: ΕΝΟΙΚΙΑΖΕΤΑΙ χώρος. Τηλ. 820-022. bbox=[768, 766, 918, 788]
classified-ad: ΖΗΤΟΥΝΤΑΙ οικόπεδα Ν. 751. Τηλ. 271-890. bbox=[298, 920, 448, 942]
classified-ad: ΠΩΛΕΙΤΑΙ αγροτεμάχιο 4 στρέμματα στη Χαλκιδική. Τηλ. 246-222. bbox=[154, 912, 291, 945]
continuation-footer: Η ΣΥΝΕΧΕΙΑ ΣΤΗ 16Η ΣΕΛΙΔΑ bbox=[1067, 1772, 1216, 1783]
classified-ad: ΠΩΛΕΙΤΑΙ ξενοδοχείο 60 κλινών. Τηλ. 262-693. bbox=[298, 346, 448, 369]
classified-ad: ΠΩΛΕΙΤΑΙ αγροτεμάχιο 3 στρεμ. στην Κασσάνδρα. Τηλ. 218-444. bbox=[154, 840, 291, 875]
classified-ad: ΕΝΟΙΚΙΑΖΕΤΑΙ κατάστημα. Τηλ. 261-120. bbox=[768, 322, 918, 343]
column-1 bbox=[6, 87, 149, 1778]
classified-ad: ΑΣΠΡΟΒΑΛΤΑ πωλείται οικόπεδο 2.750 τ.μ. με θέα θάλασσα, 25 μέτρα από κεντρικό δρόμο. Τηλ. 0397/22-190. bbox=[6, 423, 148, 476]
classified-ad: ΑΓΙΑ ΤΡΙΑΔΑ πωλείται οικόπεδο 300 μ² κοντά στη θάλασσα, 8.000.000. Τηλ. 512-461. bbox=[6, 375, 148, 420]
classified-ad: ΠΩΛΕΙΤΑΙ καλός σταθμός. Τηλ. 235-741. bbox=[612, 184, 762, 207]
column-ads bbox=[456, 124, 606, 1078]
classified-ad: ΠΩΛΕΙΤΑΙ αγρόκτημα 4.500 τ.μ. στη Γεφύρα. Τηλ. 272-468. bbox=[298, 246, 448, 270]
classified-ad: ΕΝΟΙΚΙΑΖΕΤΑΙ διαμέρισμα. Τηλ. 210-774. bbox=[922, 414, 1067, 436]
classified-ad: ΠΩΛΟΥΝΤΑΙ 2 αγροτεμάχια πλησίον εθνικής οδού, 30 στρέμματα. Τηλ. 264-980. bbox=[6, 779, 148, 811]
column-8 bbox=[1072, 87, 1220, 1778]
classified-ad: ΠΩΛΕΙΤΑΙ Ηλεκτρολογικό κατάστημα. Τηλ. 125.000. bbox=[456, 298, 606, 320]
classified-ad: ΚΤΗΜΑ 3 στρεμμάτων πωλείται. Τηλ. 276-007. bbox=[154, 1070, 291, 1092]
classified-ad: ΕΝΟΙΚΙΑΖΕΤΑΙ διαμέρισμα. Τηλ. 532-804. bbox=[922, 791, 1067, 812]
classified-ad: ΕΝΟΙΚΙΑΖΕΤΑΙ αποθήκη. Τηλ. 251-660. bbox=[768, 121, 918, 143]
classified-ad: ΣΤΗΝ Καλλικράτεια ιδιοκτήτης πωλεί οικόπεδο 600 μ², 3 στρέμματα με αγροτικό. Τηλ. 0399/41-358. bbox=[6, 651, 148, 696]
classified-ad: ΖΗΤΕΙΤΑΙ κυρία για φροντίδα ηλικιωμένου. Τηλ. 230-540. bbox=[1072, 861, 1220, 883]
classified-ad: ΑΝΤΑΛΛΑΣΣΕΤΑΙ οικόπεδο 400 μ². Τηλ. 520-202. bbox=[298, 1019, 448, 1041]
classified-ad: ΑΣΠΡΟΒΑΛΤΑ πωλείται οικόπεδο 1.400 μ² σε τιμή ευκαιρίας. Τηλ. 544-212. bbox=[6, 479, 148, 511]
classified-ad: ΕΝΟΙΚΙΑΖΕΤΑΙ χώρος. Τηλ. 261-665. bbox=[922, 590, 1067, 612]
column-5 bbox=[612, 86, 765, 1778]
classified-ad: ΧΟΡΕΥΤΙΚΟΝ κέντρον. Τηλ. 727-373. bbox=[612, 361, 762, 382]
classified-ad: ΠΩΛΟΥΝΤΑΙ οικόπεδα στην Επανομή 500 μ² κοντά στη θάλασσα, με ρεύμα. Τηλ. 232-821. bbox=[6, 559, 148, 602]
classified-ad: ΠΩΛΕΙΤΑΙ αγροτεμάχιο. Τηλ. 222-653. bbox=[456, 879, 606, 901]
classified-ad: ΕΝΟΙΚΙΑΖΕΤΑΙ διαμέρισμα 3ου. Τηλ. 317-161. bbox=[922, 262, 1067, 284]
column-ads bbox=[612, 86, 765, 961]
classified-ad: ΤΣΙΜΙΣΚΗ 88 ενοικιάζεται. Τηλ. 831-129. bbox=[768, 145, 918, 167]
classified-ad: ΠΩΛΕΙΤΑΙ χωράφι 4.500 τ.μ. πλησίον Αγ. Παύλου. Τηλ. 654-037. bbox=[298, 607, 448, 639]
classified-ad: ΕΝΟΙΚΙΑΖΕΤΑΙ διαμέρισμα. Τηλ. 837-052. bbox=[1072, 636, 1220, 657]
classified-ad: ΕΝΟΙΚΙΑΖΕΤΑΙ διαμέρισμα. Τηλ. 313-150. bbox=[922, 512, 1067, 534]
classified-ad: ΜΟΝΑΣΤΗΡΙΟΥ 191, ενοικιάζεται. Τηλ. 410-254. bbox=[768, 815, 918, 837]
classified-ad: ΠΩΛΕΙΤΑΙ οικόπεδο στο Σχολάρι 1.250 μ². Τηλ. 523-148. bbox=[298, 272, 448, 294]
classifieds-page bbox=[0, 76, 1223, 1786]
classified-ad: ΕΥΚΑΙΡΙΑ για επένδυση επαγγελματικών ανθρώπων. Πωλείται καφετέρια. Τηλ. 222-633. bbox=[456, 167, 606, 210]
classified-ad: ΠΩΛΕΙΤΑΙ δυο οικόπεδα 500 μ². Τηλ. 720-051. bbox=[298, 1045, 448, 1069]
classified-ad: ΕΝΟΙΚΙΑΖΕΤΑΙ χώρος. Τηλ. 824-622. bbox=[612, 623, 762, 644]
classified-ad: ΕΝΟΙΚΙΑΖΕΤΑΙ διαμέρισμα. Τηλ. 812-333. bbox=[922, 741, 1067, 763]
classified-ad: ΕΝΟΙΚΙΑΖΕΤΑΙ διαμέρισμα 90 μ². Τηλ. 923-806. bbox=[1072, 121, 1220, 143]
